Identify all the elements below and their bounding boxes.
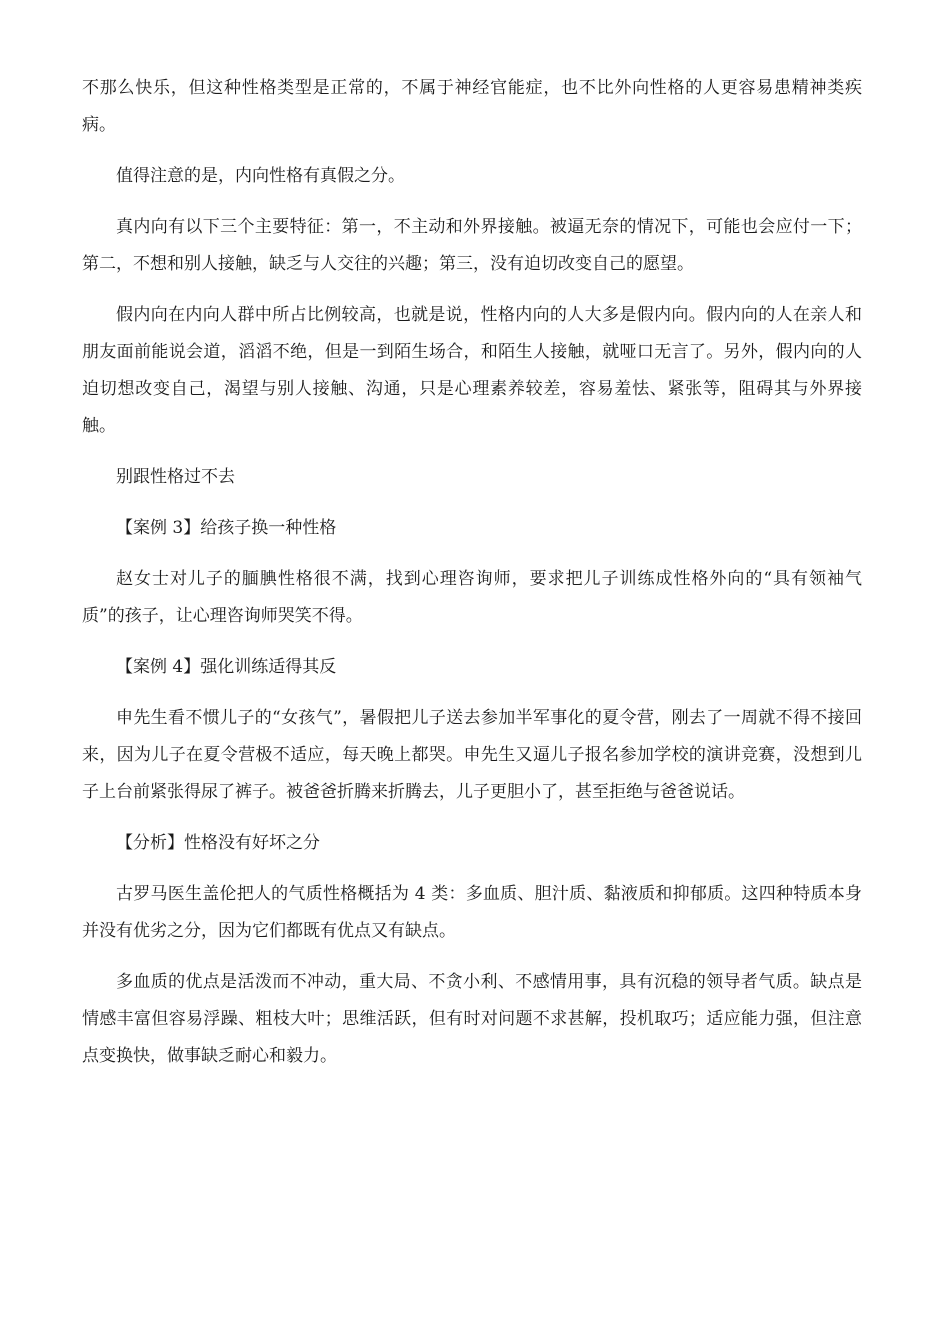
paragraph-continuation: 不那么快乐，但这种性格类型是正常的，不属于神经官能症，也不比外向性格的人更容易患精神类疾病。 xyxy=(82,78,862,135)
case-4-heading: 【案例 4】强化训练适得其反 xyxy=(116,657,337,677)
case-3-heading: 【案例 3】给孩子换一种性格 xyxy=(116,518,337,538)
document-page xyxy=(82,70,862,1089)
case-4-body: 申先生看不惯儿子的“女孩气”，暑假把儿子送去参加半军事化的夏令营，刚去了一周就不得不接回来，因为儿子在夏令营极不适应，每天晚上都哭。申先生又逼儿子报名参加学校的演讲竞赛，没想到儿子上台前紧张得尿了裤子。被爸爸折腾来折腾去，儿子更胆小了，甚至拒绝与爸爸说话。 xyxy=(82,708,862,802)
analysis-heading: 【分析】性格没有好坏之分 xyxy=(116,833,320,853)
case-3-body: 赵女士对儿子的腼腆性格很不满，找到心理咨询师，要求把儿子训练成性格外向的“具有领袖气质”的孩子，让心理咨询师哭笑不得。 xyxy=(82,569,862,626)
section-heading: 别跟性格过不去 xyxy=(116,467,235,487)
paragraph-sanguine: 多血质的优点是活泼而不冲动，重大局、不贪小利、不感情用事，具有沉稳的领导者气质。缺点是情感丰富但容易浮躁、粗枝大叶；思维活跃，但有时对问题不求甚解，投机取巧；适应能力强，但注意点变换快，做事缺乏耐心和毅力。 xyxy=(82,972,862,1066)
paragraph-introvert-distinction: 值得注意的是，内向性格有真假之分。 xyxy=(116,166,405,186)
paragraph-true-introvert: 真内向有以下三个主要特征：第一，不主动和外界接触。被逼无奈的情况下，可能也会应付一下；第二，不想和别人接触，缺乏与人交往的兴趣；第三，没有迫切改变自己的愿望。 xyxy=(82,217,862,274)
paragraph-galen-types: 古罗马医生盖伦把人的气质性格概括为 4 类：多血质、胆汁质、黏液质和抑郁质。这四种特质本身并没有优劣之分，因为它们都既有优点又有缺点。 xyxy=(82,884,862,941)
paragraph-false-introvert: 假内向在内向人群中所占比例较高，也就是说，性格内向的人大多是假内向。假内向的人在亲人和朋友面前能说会道，滔滔不绝，但是一到陌生场合，和陌生人接触，就哑口无言了。另外，假内向的人迫切想改变自己，渴望与别人接触、沟通，只是心理素养较差，容易羞怯、紧张等，阻碍其与外界接触。 xyxy=(82,305,862,436)
